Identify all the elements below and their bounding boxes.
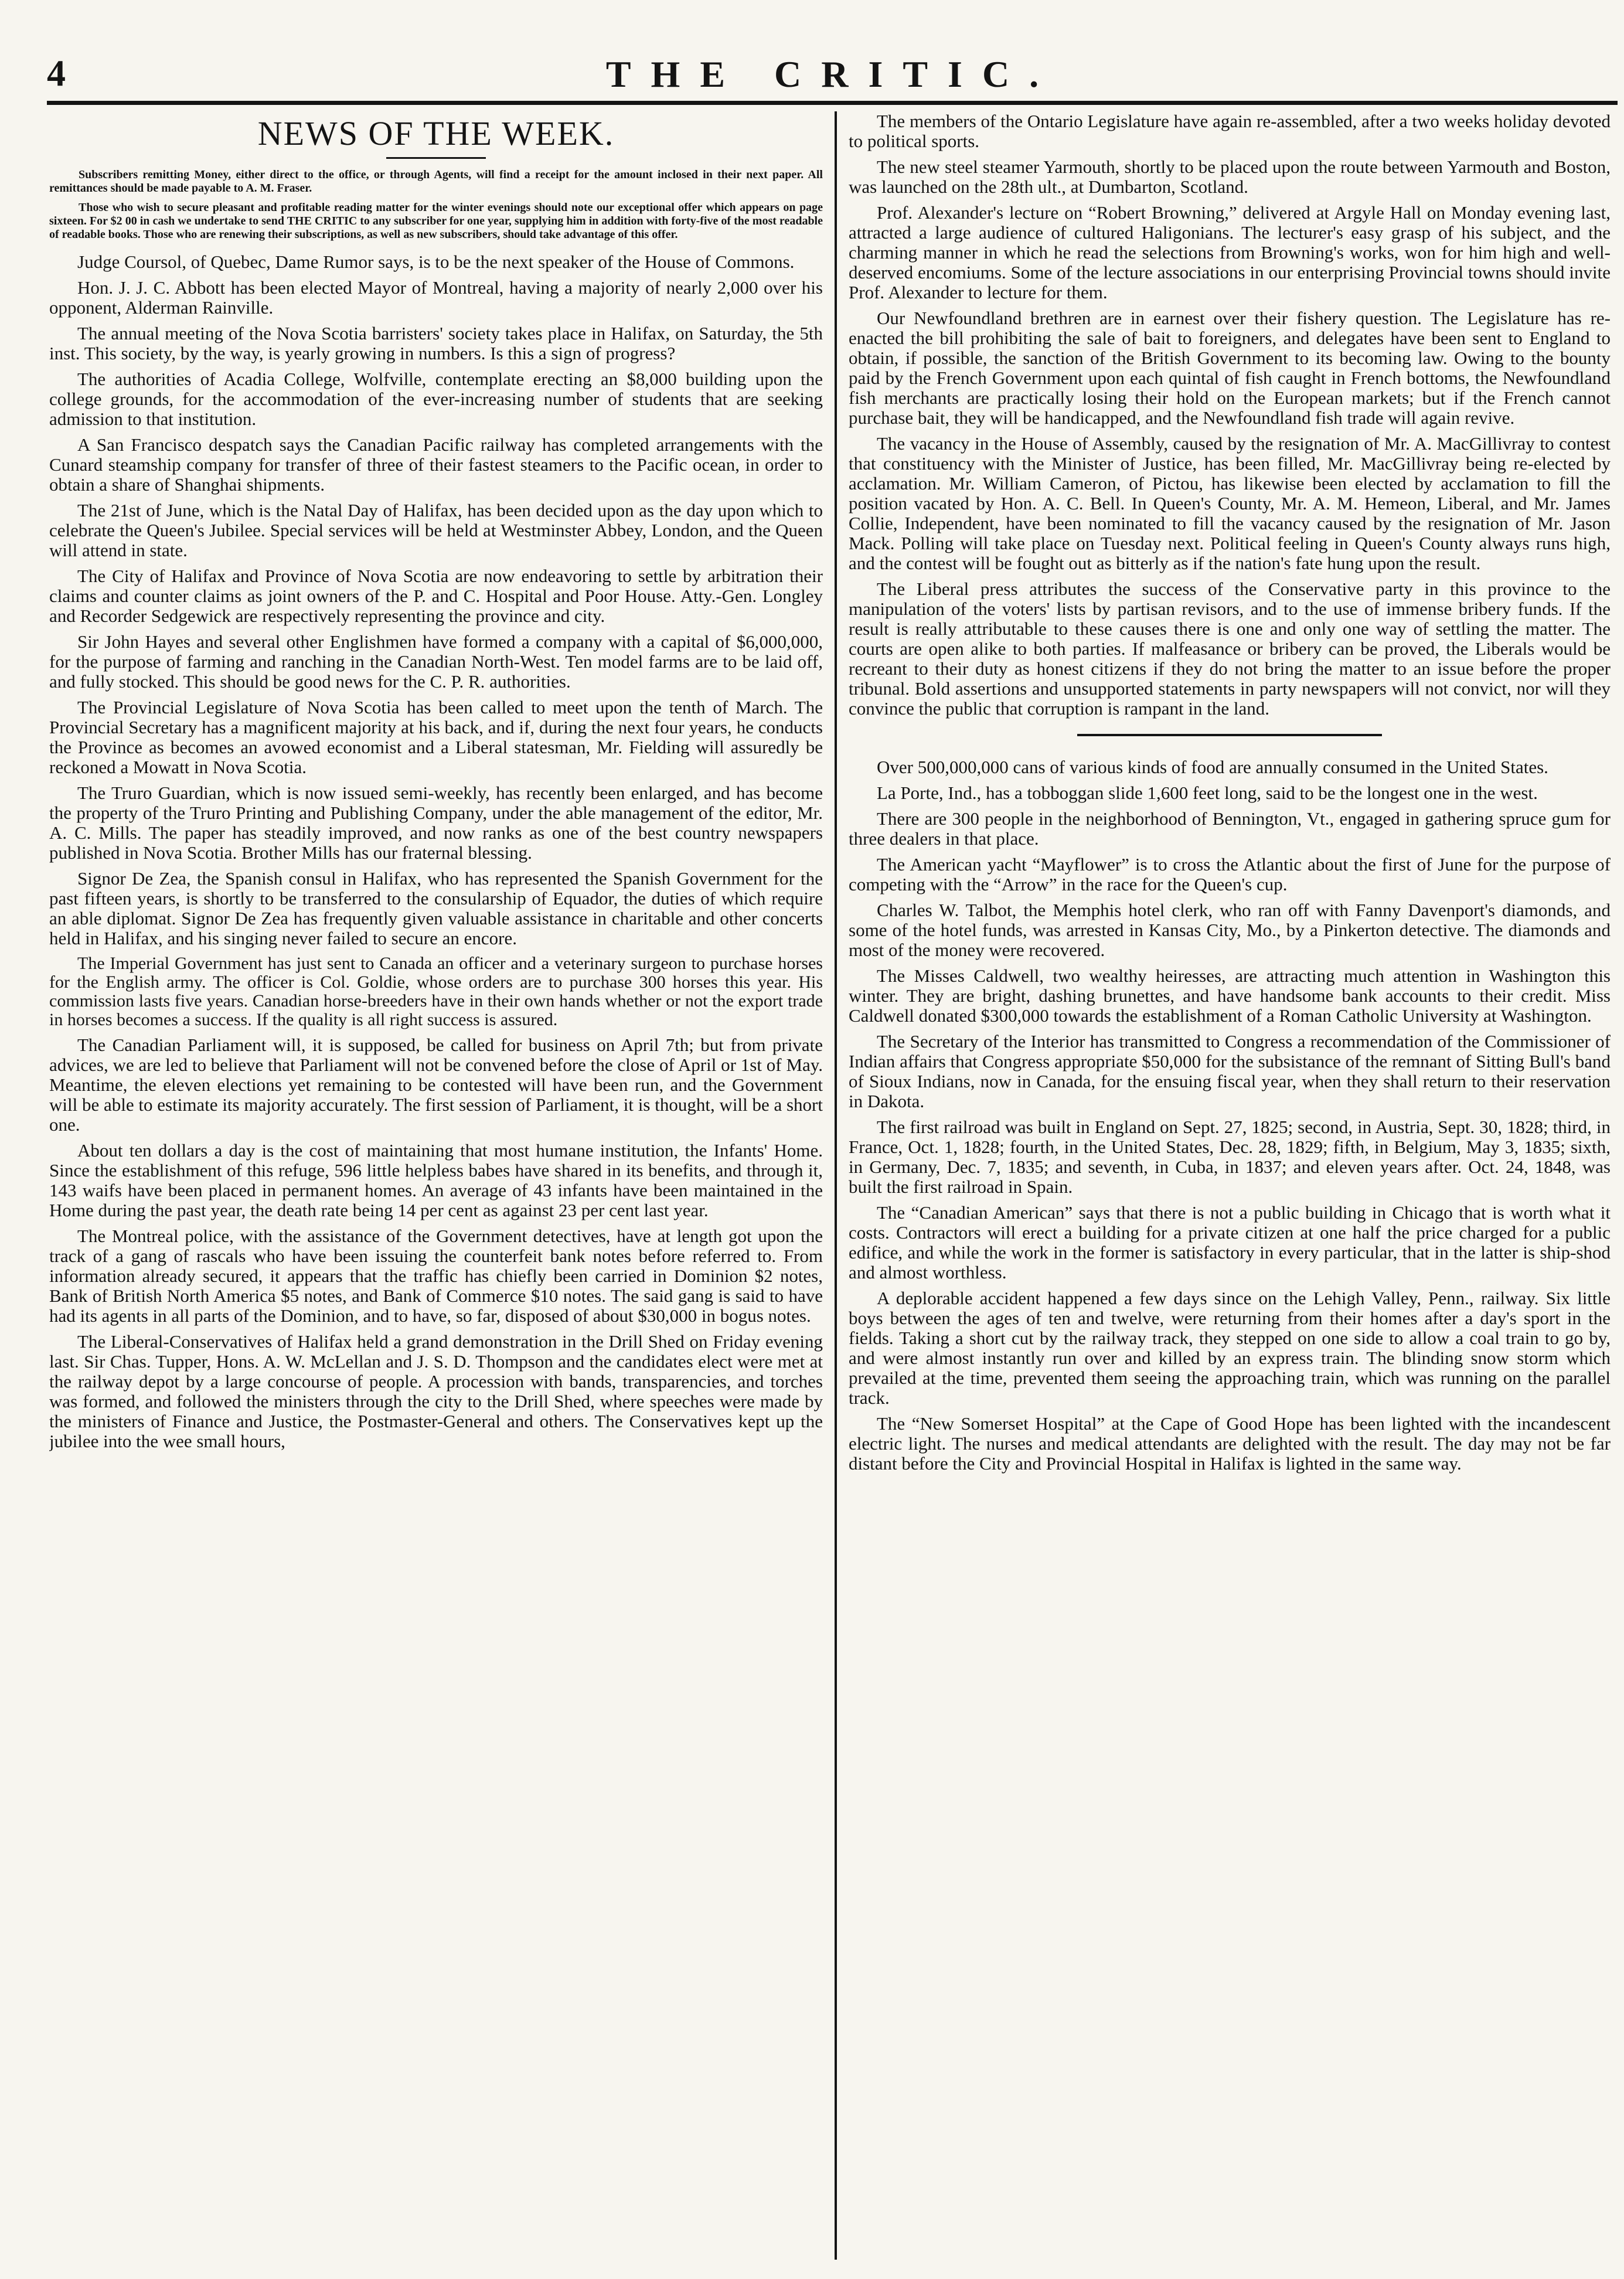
- news-item: Prof. Alexander's lecture on “Robert Browning,” delivered at Argyle Hall on Monday evening last, attracted a large audience of cultured Haligonians. The lecturer's easy grasp of his subject, and the charming manner in which he read the selections from Browning's works, won for him high and well-deserved encomiums. Some of the lecture associations in our enterprising Provincial towns should invite Prof. Alexander to lecture for them.: [849, 202, 1611, 302]
- page-header: [47, 48, 1618, 105]
- news-item: The vacancy in the House of Assembly, caused by the resignation of Mr. A. MacGillivray to contest that constituency with the Minister of Justice, has been filled, Mr. MacGillivray being re-elected by acclamation. Mr. William Cameron, of Pictou, has likewise been elected by acclamation to fill the position vacated by Hon. A. C. Bell. In Queen's County, Mr. A. M. Hemeon, Liberal, and Mr. James Collie, Independent, have been nominated to fill the vacancy caused by the resignation of Mr. Jason Mack. Polling will take place on Tuesday next. Political feeling in Queen's County always runs high, and the contest will be fought out as bitterly as if the nation's fate hung upon the result.: [849, 433, 1611, 573]
- news-item: The Liberal-Conservatives of Halifax held a grand demonstration in the Drill Shed on Friday evening last. Sir Chas. Tupper, Hons. A. W. McLellan and J. S. D. Thompson and the candidates elect were met at the railway depot by a large concourse of people. A procession with bands, transparencies, and torches was formed, and followed the ministers through the city to the Drill Shed, where speeches were made by the ministers of Finance and Justice, the Postmaster-General and others. The Conservatives kept up the jubilee into the wee small hours,: [49, 1331, 823, 1451]
- news-item: The annual meeting of the Nova Scotia barristers' society takes place in Halifax, on Saturday, the 5th inst. This society, by the way, is yearly growing in numbers. Is this a sign of progress?: [49, 323, 823, 363]
- news-item: The Canadian Parliament will, it is supposed, be called for business on April 7th; but from private advices, we are led to believe that Parliament will not be convened before the close of April or 1st of May. Meantime, the eleven elections yet remaining to be contested will have been run, and the Government will be able to estimate its majority accurately. The first session of Parliament, it is thought, will be a short one.: [49, 1035, 823, 1135]
- news-item: Sir John Hayes and several other Englishmen have formed a company with a capital of $6,000,000, for the purpose of farming and ranching in the Canadian North-West. Ten model farms are to be laid off, and fully stocked. This should be good news for the C. P. R. authorities.: [49, 631, 823, 692]
- title-rule: [386, 157, 486, 159]
- masthead: THE CRITIC.: [605, 53, 1059, 95]
- news-item: The first railroad was built in England on Sept. 27, 1825; second, in Austria, Sept. 30, 1828; third, in France, Oct. 1, 1828; fourth, in the United States, Dec. 28, 1829; fifth, in Belgium, May 3, 1835; sixth, in Germany, Dec. 7, 1835; and seventh, in Cuba, in 1837; and eleven years after. Oct. 24, 1848, was built the first railroad in Spain.: [849, 1117, 1611, 1197]
- news-item: Judge Coursol, of Quebec, Dame Rumor says, is to be the next speaker of the House of Commons.: [77, 251, 795, 272]
- news-item: The American yacht “Mayflower” is to cross the Atlantic about the first of June for the purpose of competing with the “Arrow” in the race for the Queen's cup.: [849, 854, 1611, 894]
- page-number: 4: [47, 52, 66, 94]
- news-item: The Imperial Government has just sent to Canada an officer and a veterinary surgeon to purchase horses for the English army. The officer is Col. Goldie, whose orders are to purchase 300 horses this year. His commission lasts five years. Canadian horse-breeders have in their own hands whether or not the export trade in horses becomes a success. If the quality is all right success is assured.: [49, 954, 823, 1029]
- news-item: The 21st of June, which is the Natal Day of Halifax, has been decided upon as the day upon which to celebrate the Queen's Jubilee. Special services will be held at Westminster Abbey, London, and the Queen will attend in state.: [49, 500, 823, 560]
- news-item: La Porte, Ind., has a tobboggan slide 1,600 feet long, said to be the longest one in the west.: [877, 783, 1538, 803]
- news-item: Our Newfoundland brethren are in earnest over their fishery question. The Legislature has re-enacted the bill prohibiting the sale of bait to foreigners, and delegates have been sent to England to obtain, if possible, the sanction of the British Government to its becoming law. Owing to the bounty paid by the French Government upon each quintal of fish caught in French bottoms, the Newfoundland fish merchants are practically losing their hold on the European markets; but if the French cannot purchase bait, they will be handicapped, and the Newfoundland fish trade will again revive.: [849, 308, 1611, 428]
- section-divider: [1077, 734, 1382, 736]
- news-item: The new steel steamer Yarmouth, shortly to be placed upon the route between Yarmouth and Boston, was launched on the 28th ult., at Dumbarton, Scotland.: [849, 157, 1611, 197]
- news-item: Over 500,000,000 cans of various kinds of food are annually consumed in the United States.: [877, 757, 1548, 777]
- news-item: The Montreal police, with the assistance of the Government detectives, have at length got upon the track of a gang of rascals who have been issuing the counterfeit bank notes before referred to. From information already secured, it appears that the traffic has chiefly been carried in Dominion $2 notes, Bank of British North America $5 notes, and Bank of Commerce $10 notes. The said gang is said to have had its agents in all parts of the Dominion, and to have, so far, disposed of about $30,000 in bogus notes.: [49, 1226, 823, 1326]
- news-item: The “Canadian American” says that there is not a public building in Chicago that is worth what it costs. Contractors will erect a building for a private citizen at one half the price charged for a public edifice, and while the work in the former is satisfactory in every particular, that in the latter is ship-shod and almost worthless.: [849, 1202, 1611, 1283]
- news-item: The Truro Guardian, which is now issued semi-weekly, has recently been enlarged, and has become the property of the Truro Printing and Publishing Company, under the able management of the editor, Mr. A. C. Mills. The paper has steadily improved, and now ranks as one of the best country newspapers published in Nova Scotia. Brother Mills has our fraternal blessing.: [49, 783, 823, 863]
- news-item: The Secretary of the Interior has transmitted to Congress a recommendation of the Commissioner of Indian affairs that Congress appropriate $50,000 for the subsistance of the remnant of Sitting Bull's band of Sioux Indians, now in Canada, for the ensuing fiscal year, when they shall return to their reservation in Dakota.: [849, 1031, 1611, 1111]
- news-item: The Misses Caldwell, two wealthy heiresses, are attracting much attention in Washington this winter. They are bright, dashing brunettes, and have handsome bank accounts to their credit. Miss Caldwell donated $300,000 towards the establishment of a Roman Catholic University at Washington.: [849, 965, 1611, 1026]
- section-title: NEWS OF THE WEEK.: [257, 114, 615, 152]
- news-item: The members of the Ontario Legislature have again re-assembled, after a two weeks holiday devoted to political sports.: [849, 111, 1611, 151]
- column-rule: [835, 111, 837, 2260]
- news-item: A San Francisco despatch says the Canadian Pacific railway has completed arrangements with the Cunard steamship company for transfer of three of their fastest steamers to the Pacific ocean, in order to obtain a share of Shanghai shipments.: [49, 434, 823, 495]
- news-item: Hon. J. J. C. Abbott has been elected Mayor of Montreal, having a majority of nearly 2,000 over his opponent, Alderman Rainville.: [49, 277, 823, 318]
- news-item: Charles W. Talbot, the Memphis hotel clerk, who ran off with Fanny Davenport's diamonds, and some of the hotel funds, was arrested in Kansas City, Mo., by a Pinkerton detective. The diamonds and most of the money were recovered.: [849, 900, 1611, 960]
- news-item: The “New Somerset Hospital” at the Cape of Good Hope has been lighted with the incandescent electric light. The nurses and medical attendants are delighted with the result. The day may not be far distant before the City and Provincial Hospital in Halifax is lighted in the same way.: [849, 1413, 1611, 1474]
- news-item: The Provincial Legislature of Nova Scotia has been called to meet upon the tenth of March. The Provincial Secretary has a magnificent majority at his back, and if, during the next four years, he conducts the Province as becomes an avowed economist and a Liberal statesman, Mr. Fielding will assuredly be reckoned a Mowatt in Nova Scotia.: [49, 697, 823, 777]
- left-column: [49, 111, 823, 2260]
- offer-notice: Those who wish to secure pleasant and profitable reading matter for the winter evenings should note our exceptional offer which appears on page sixteen. For $2 00 in cash we undertake to send THE CRITIC to any subscriber for one year, supplying him in addition with forty-five of the most readable of readable books. Those who are renewing their subscriptions, as well as new subscribers, should take advantage of this offer.: [49, 201, 823, 241]
- news-item: There are 300 people in the neighborhood of Bennington, Vt., engaged in gathering spruce gum for three dealers in that place.: [849, 808, 1611, 849]
- news-item: A deplorable accident happened a few days since on the Lehigh Valley, Penn., railway. Six little boys between the ages of ten and twelve, were returning from their homes after a day's sport in the fields. Taking a short cut by the railway track, they stepped on one side to allow a coal train to go by, and were almost instantly run over and killed by an express train. The blinding snow storm which prevailed at the time, prevented them seeing the approaching train, which was running on the parallel track.: [849, 1288, 1611, 1408]
- news-item: Signor De Zea, the Spanish consul in Halifax, who has represented the Spanish Government for the past fifteen years, is shortly to be transferred to the consularship of Equador, the duties of which require an able diplomat. Signor De Zea has frequently given valuable assistance in charitable and other concerts held in Halifax, and his singing never failed to secure an encore.: [49, 868, 823, 948]
- news-item: The Liberal press attributes the success of the Conservative party in this province to the manipulation of the voters' lists by partisan revisors, and to the use of immense bribery funds. If the result is really attributable to these causes there is one and only one way of settling the matter. The courts are open alike to both parties. If malfeasance or bribery can be proved, the Liberals would be recreant to their duty as honest citizens if they do not bring the matter to an issue before the proper tribunal. Bold assertions and unsupported statements in party newspapers will not convict, nor will they convince the public that corruption is rampant in the land.: [849, 579, 1611, 719]
- news-item: About ten dollars a day is the cost of maintaining that most humane institution, the Infants' Home. Since the establishment of this refuge, 596 little helpless babes have shared in its benefits, and through it, 143 waifs have been placed in permanent homes. An average of 43 infants have been maintained in the Home during the past year, the death rate being 14 per cent as against 23 per cent last year.: [49, 1140, 823, 1220]
- subscriber-notice: Subscribers remitting Money, either direct to the office, or through Agents, will find a receipt for the amount inclosed in their next paper. All remittances should be made payable to A. M. Fraser.: [49, 168, 823, 195]
- news-item: The City of Halifax and Province of Nova Scotia are now endeavoring to settle by arbitration their claims and counter claims as joint owners of the P. and C. Hospital and Poor House. Atty.-Gen. Longley and Recorder Sedgewick are respectively representing the province and city.: [49, 566, 823, 626]
- news-item: The authorities of Acadia College, Wolfville, contemplate erecting an $8,000 building upon the college grounds, for the accommodation of the ever-increasing number of students that are seeking admission to that institution.: [49, 369, 823, 429]
- right-column: [849, 111, 1611, 2260]
